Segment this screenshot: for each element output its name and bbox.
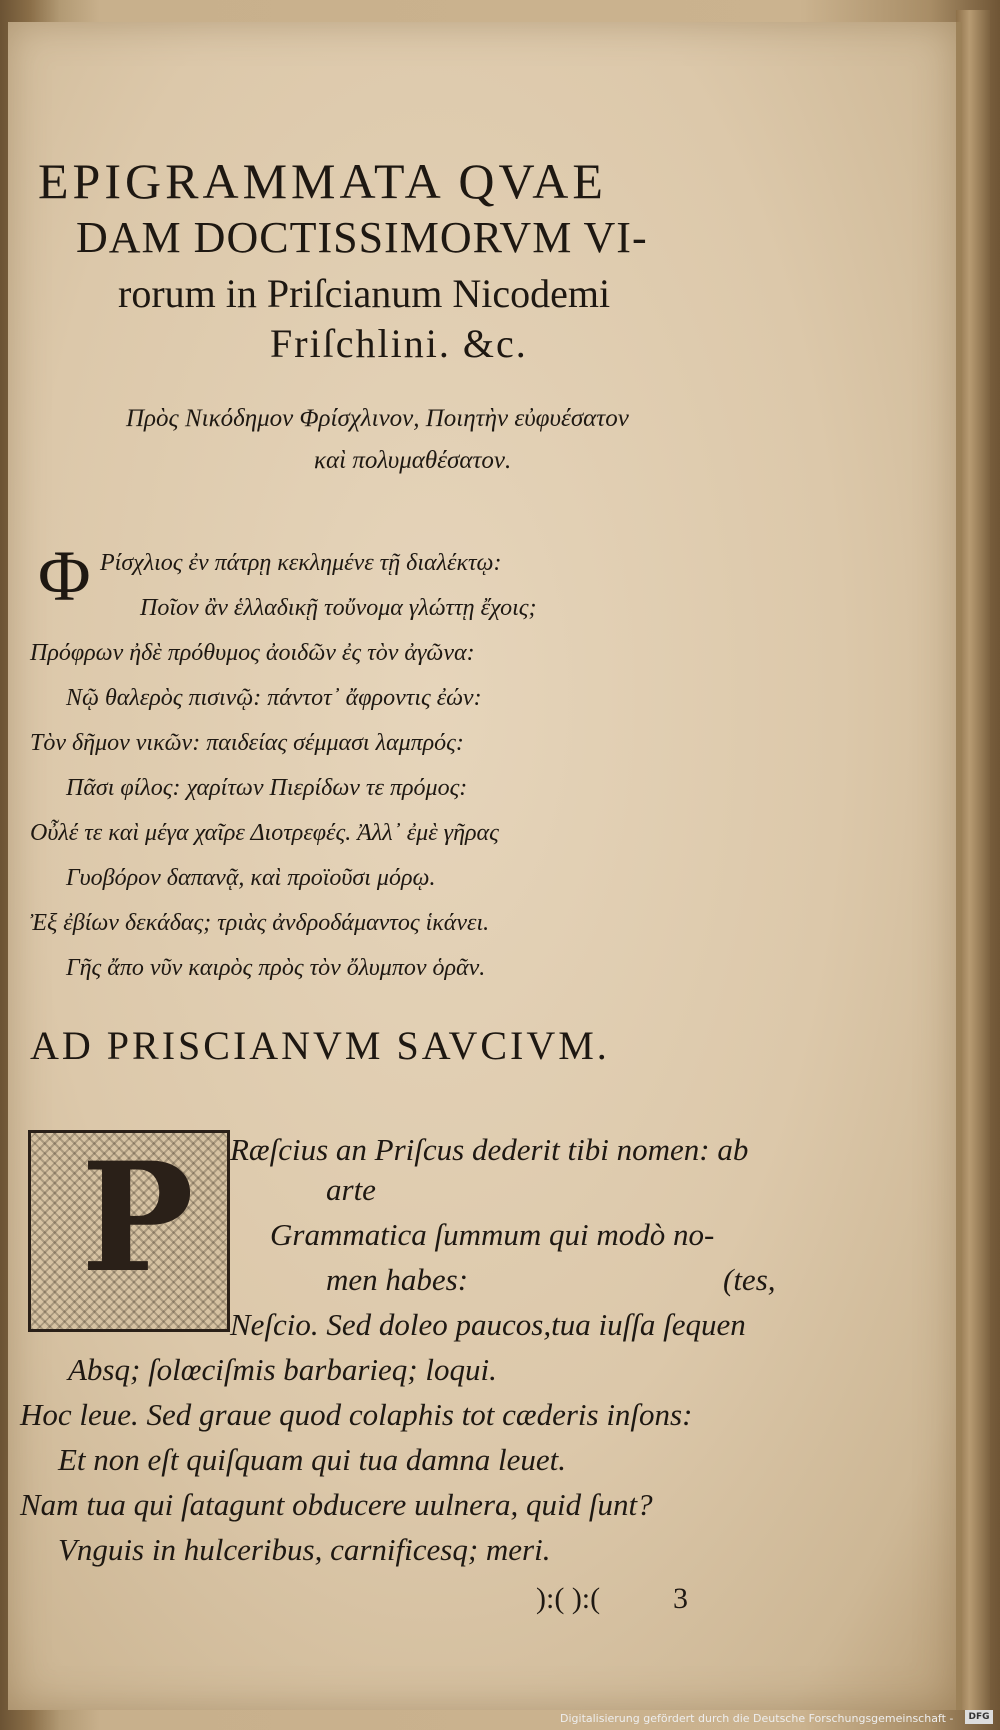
title-line-1: EPIGRAMMATA QVAE xyxy=(38,153,607,209)
title-line-3: rorum in Priſcianum Nicodemi xyxy=(118,271,611,316)
greek-poem-line: Οὖλέ τε καὶ μέγα χαῖρε Διοτρεφές. Ἀλλ᾽ ἐμὲ γῆρας xyxy=(30,820,499,846)
greek-initial: Φ xyxy=(38,536,91,616)
title-line-4: Friſchlini. &c. xyxy=(270,321,528,366)
book-page xyxy=(8,22,962,1710)
latin-poem-line: Ræſcius an Priſcus dederit tibi nomen: ab xyxy=(230,1132,749,1167)
latin-poem-line: Grammatica ſummum qui modò no- xyxy=(270,1217,715,1252)
signature-mark: ):( ):( xyxy=(536,1582,601,1615)
greek-poem-line: Τὸν δῆμον νικῶν: παιδείας σέμμασι λαμπρός: xyxy=(30,730,464,756)
greek-poem-line: Ρίσχλιος ἐν πάτρῃ κεκλημένε τῇ διαλέκτῳ: xyxy=(100,550,502,576)
title-line-2: DAM DOCTISSIMORVM VI- xyxy=(76,213,648,262)
greek-poem-line: Ποῖον ἂν ἑλλαδικῇ τοὔνομα γλώττῃ ἔχοις; xyxy=(140,595,537,621)
greek-heading-line-2: καὶ πολυμαθέσατον. xyxy=(314,447,512,474)
greek-poem-line: Γυοβόρον δαπανᾷ, καὶ προϊοῦσι μόρῳ. xyxy=(66,865,436,891)
page-number: 3 xyxy=(673,1582,688,1615)
greek-poem-line: Γῆς ἄπο νῦν καιρὸς πρὸς τὸν ὄλυμπον ὁρᾶν. xyxy=(66,955,486,981)
initial-letter: P xyxy=(81,1130,194,1306)
latin-poem-line: Vnguis in hulceribus, carnificesq; meri. xyxy=(58,1532,551,1567)
latin-poem-line: Hoc leue. Sed graue quod colaphis tot cæderis inſons: xyxy=(20,1397,693,1432)
latin-poem-line: Et non eſt quiſquam qui tua damna leuet. xyxy=(58,1442,567,1477)
greek-poem-line: Πρόφρων ἠδὲ πρόθυμος ἀοιδῶν ἐς τὸν ἀγῶνα: xyxy=(30,640,475,666)
decorated-initial xyxy=(28,1130,230,1332)
latin-poem-line: arte xyxy=(326,1172,376,1207)
section-heading: AD PRISCIANVM SAVCIVM. xyxy=(30,1023,610,1068)
greek-poem-line: Ἐξ ἐβίων δεκάδας; τριὰς ἀνδροδάμαντος ἱκάνει. xyxy=(30,910,490,936)
dfg-logo: DFG xyxy=(965,1710,993,1724)
latin-poem-line: men habes: xyxy=(326,1262,469,1297)
latin-poem-line: Neſcio. Sed doleo paucos,tua iuſſa ſequen xyxy=(230,1307,746,1342)
greek-poem-line: Νῷ θαλερὸς πισινῷ: πάντοτ᾽ ἄφροντις ἐών: xyxy=(66,685,482,711)
latin-poem-line: Absq; ſolœciſmis barbarieq; loqui. xyxy=(68,1352,497,1387)
greek-poem-line: Πᾶσι φίλος: χαρίτων Πιερίδων τε πρόμος: xyxy=(66,775,468,801)
latin-poem-line: Nam tua qui ſatagunt obducere uulnera, quid ſunt? xyxy=(20,1487,653,1522)
latin-poem-line: (tes, xyxy=(723,1262,776,1297)
greek-heading-line-1: Πρὸς Νικόδημον Φρίσχλινον, Ποιητὴν εὐφυέσατον xyxy=(126,405,629,432)
digitization-credit: Digitalisierung gefördert durch die Deutsche Forschungsgemeinschaft - xyxy=(560,1712,954,1725)
